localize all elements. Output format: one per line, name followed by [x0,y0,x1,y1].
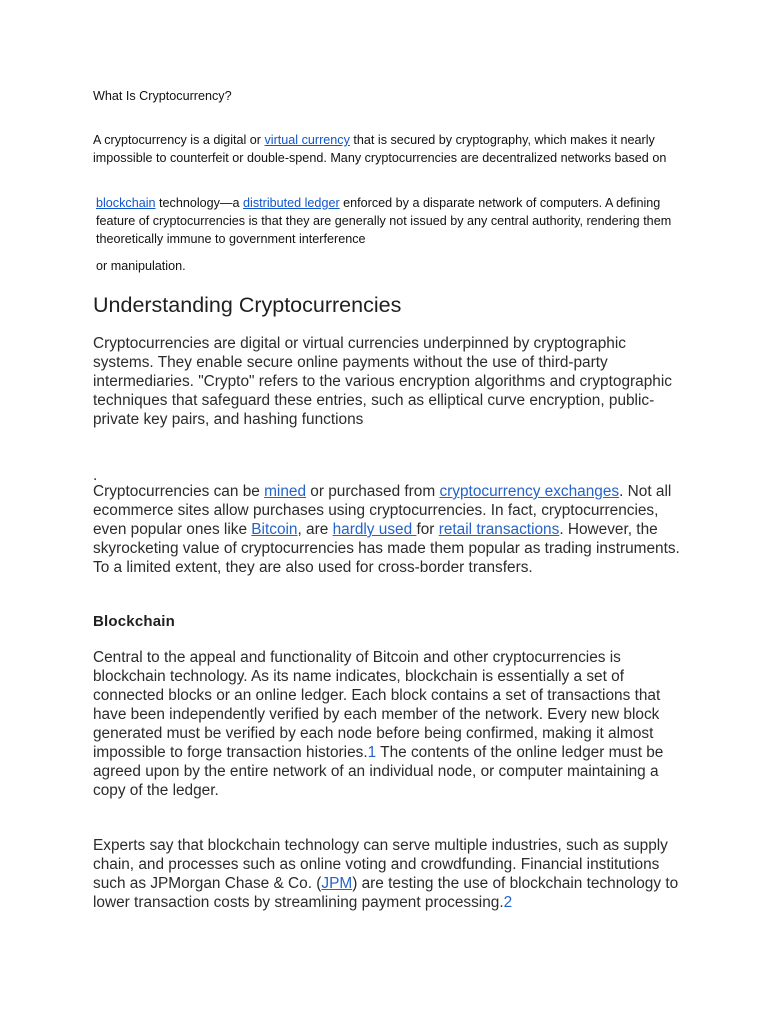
link-virtual-currency[interactable]: virtual currency [264,133,350,147]
paragraph-experts: Experts say that blockchain technology can serve multiple industries, such as supply chain, and processes such as online voting and crowdfunding. Financial institutions such as JPMorgan Chase & Co. (JPM) are testing the use of blockchain technology to lower transaction costs by streamlining payment processing.2 [93,837,679,911]
heading-understanding: Understanding Cryptocurrencies [93,293,402,317]
link-distributed-ledger[interactable]: distributed ledger [243,196,340,210]
link-blockchain[interactable]: blockchain [96,196,156,210]
heading-blockchain: Blockchain [93,613,176,630]
footnote-2[interactable]: 2 [503,894,513,911]
paragraph-mining: Cryptocurrencies can be mined or purchased from cryptocurrency exchanges. Not all ecommerce sites allow purchases using cryptocurrencies. In fact, cryptocurrencies, even popular ones like Bitcoin, are hardly used for retail transactions. However, the skyrocketing value of cryptocurrencies has made them popular as trading instruments. To a limited extent, they are also used for cross-border transfers. [93,483,680,576]
paragraph-dot: . [93,467,98,484]
paragraph-manipulation: or manipulation. [96,259,186,273]
link-mined[interactable]: mined [264,483,307,500]
link-jpm[interactable]: JPM [321,875,353,892]
link-retail-transactions[interactable]: retail transactions [438,521,560,538]
link-hardly-used[interactable]: hardly used [332,521,417,538]
question-title: What Is Cryptocurrency? [93,89,232,103]
link-bitcoin[interactable]: Bitcoin [251,521,298,538]
paragraph-understanding: Cryptocurrencies are digital or virtual currencies underpinned by cryptographic systems. They enable secure online payments without the use of third-party intermediaries. "Crypto" refers to the various encryption algorithms and cryptographic techniques that safeguard these entries, such as elliptical curve encryption, public-private key pairs, and hashing functions [93,335,672,428]
footnote-1[interactable]: 1 [367,744,377,761]
paragraph-blockchain: Central to the appeal and functionality of Bitcoin and other cryptocurrencies is blockchain technology. As its name indicates, blockchain is essentially a set of connected blocks or an online ledger. Each block contains a set of transactions that have been independently verified by each member of the network. Every new block generated must be verified by each node before being confirmed, making it almost impossible to forge transaction histories.1 The contents of the online ledger must be agreed upon by the entire network of an individual node, or computer maintaining a copy of the ledger. [93,649,664,799]
paragraph-definition: A cryptocurrency is a digital or virtual currency that is secured by cryptography, which makes it nearly impossible to counterfeit or double-spend. Many cryptocurrencies are decentralized networks based on [93,133,667,165]
paragraph-blockchain-intro: blockchain technology—a distributed ledger enforced by a disparate network of computers. A defining feature of cryptocurrencies is that they are generally not issued by any central authority, rendering them theoretically immune to government interference [96,196,672,246]
link-cryptocurrency-exchanges[interactable]: cryptocurrency exchanges [439,483,620,500]
